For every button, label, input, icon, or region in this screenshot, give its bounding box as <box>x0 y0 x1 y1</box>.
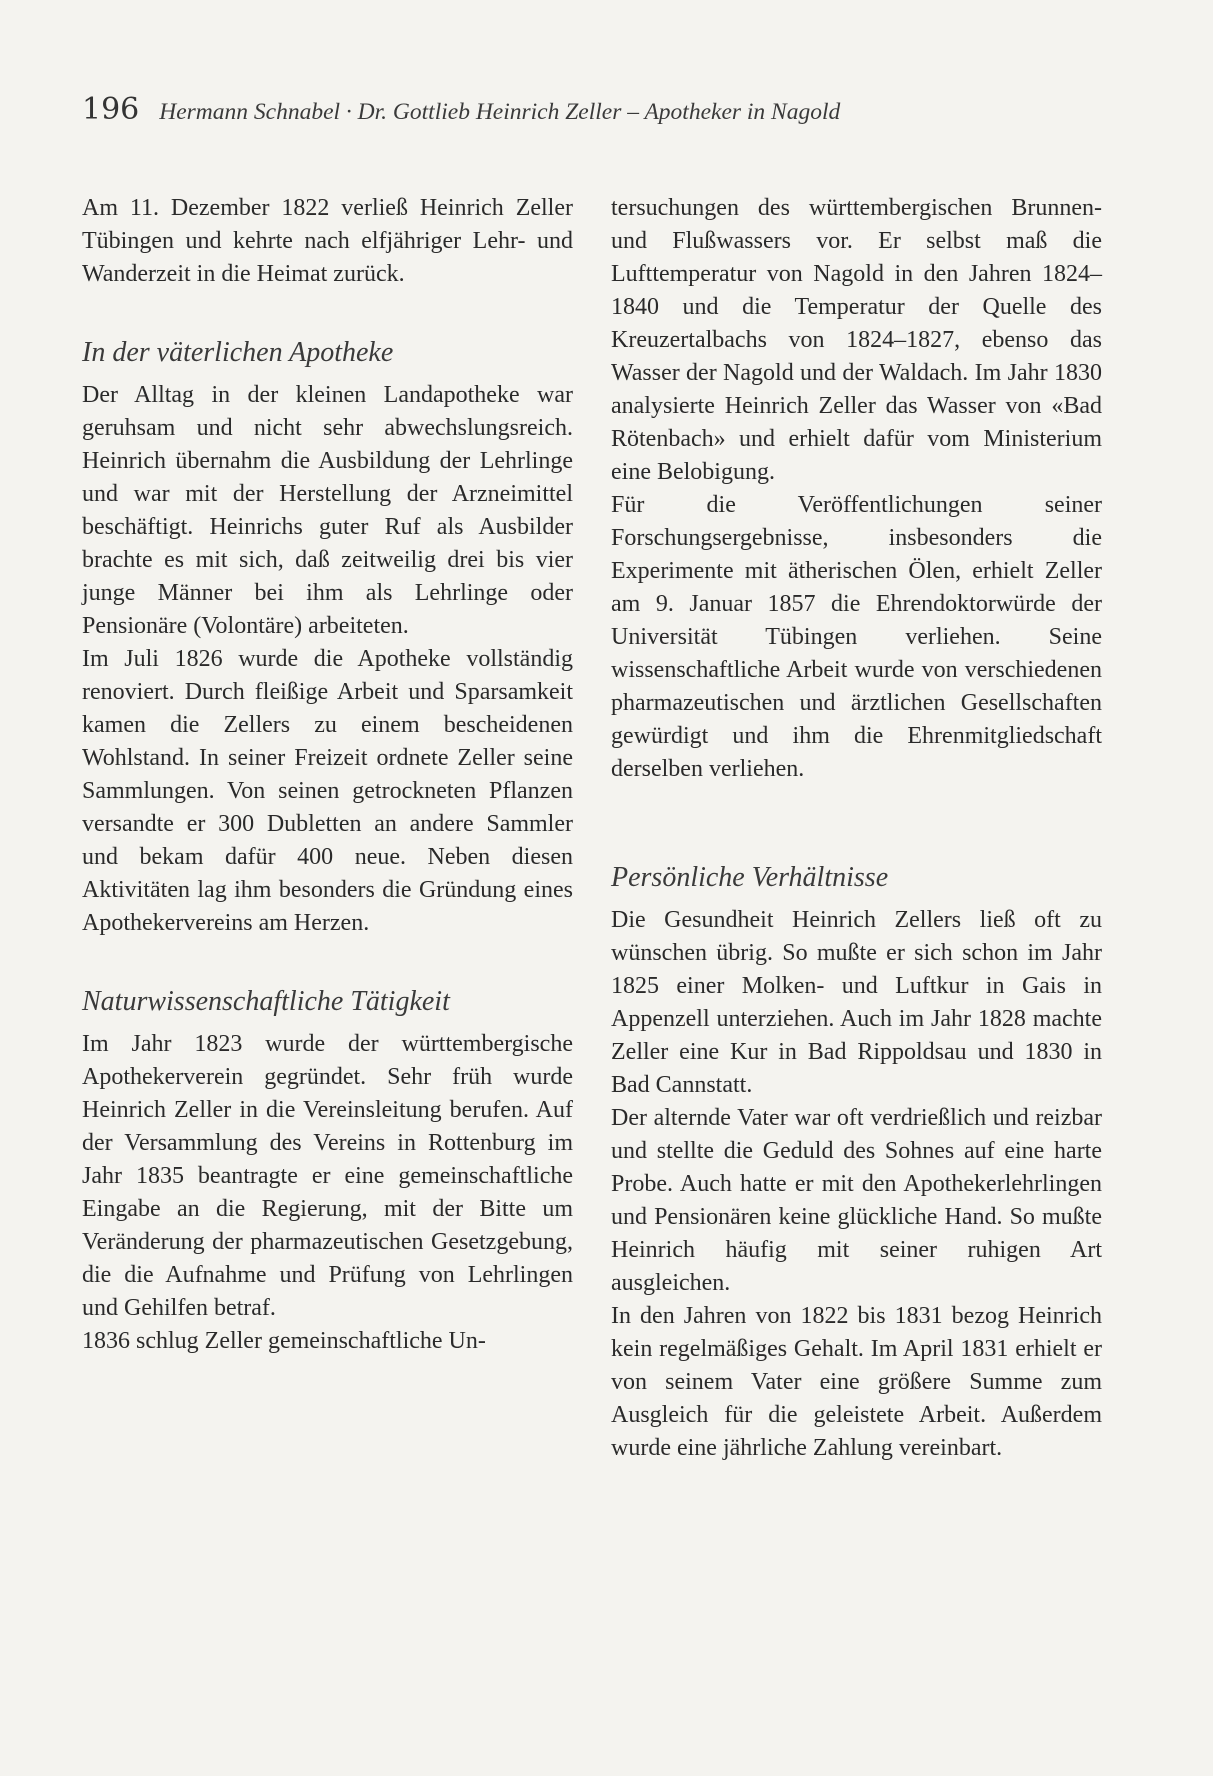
right-column <box>611 192 1102 1465</box>
paragraph: In den Jahren von 1822 bis 1831 bezog Heinrich kein regelmäßiges Gehalt. Im April 1831 erhielt er von seinem Vater eine größere Summe zum Ausgleich für die geleistete Arbeit. Außerdem wurde eine jährliche Zahlung vereinbart. <box>611 1303 1102 1461</box>
paragraph: Im Juli 1826 wurde die Apotheke vollständig renoviert. Durch fleißige Arbeit und Sparsamkeit kamen die Zellers zu einem bescheidenen Wohlstand. In seiner Freizeit ordnete Zeller seine Sammlungen. Von seinen getrockneten Pflanzen versandte er 300 Dubletten an andere Sammler und bekam dafür 400 neue. Neben diesen Aktivitäten lag ihm besonders die Gründung eines Apothekervereins am Herzen. <box>82 646 573 936</box>
paragraph: tersuchungen des württembergischen Brunnen- und Flußwassers vor. Er selbst maß die Lufttemperatur von Nagold in den Jahren 1824–1840 und die Temperatur der Quelle des Kreuzertalbachs von 1824–1827, ebenso das Wasser der Nagold und der Waldach. Im Jahr 1830 analysierte Heinrich Zeller das Wasser von «Bad Rötenbach» und erhielt dafür vom Ministerium eine Belobigung. <box>611 195 1102 485</box>
paragraph: 1836 schlug Zeller gemeinschaftliche Un- <box>82 1328 486 1354</box>
paragraph: Im Jahr 1823 wurde der württembergische Apothekerverein gegründet. Sehr früh wurde Heinrich Zeller in die Vereinsleitung berufen. Auf der Versammlung des Vereins in Rottenburg im Jahr 1835 beantragte er eine gemeinschaftliche Eingabe an die Regierung, mit der Bitte um Veränderung der pharmazeutischen Gesetzgebung, die die Aufnahme und Prüfung von Lehrlingen und Gehilfen betraf. <box>82 1031 573 1321</box>
paragraph: Der Alltag in der kleinen Landapotheke war geruhsam und nicht sehr abwechslungsreich. Heinrich übernahm die Ausbildung der Lehrlinge und war mit der Herstellung der Arzneimittel beschäftigt. Heinrichs guter Ruf als Ausbilder brachte es mit sich, daß zeitweilig drei bis vier junge Männer bei ihm als Lehrlinge oder Pensionäre (Volontäre) arbeiteten. <box>82 382 573 639</box>
paragraph: Für die Veröffentlichungen seiner Forschungsergebnisse, insbesonders die Experimente mit ätherischen Ölen, erhielt Zeller am 9. Januar 1857 die Ehrendoktorwürde der Universität Tübingen verliehen. Seine wissenschaftliche Arbeit wurde von verschiedenen pharmazeutischen und ärztlichen Gesellschaften gewürdigt und ihm die Ehrenmitgliedschaft derselben verliehen. <box>611 492 1102 782</box>
page-number: 196 <box>82 92 140 127</box>
paragraph: Die Gesundheit Heinrich Zellers ließ oft zu wünschen übrig. So mußte er sich schon im Jahr 1825 einer Molken- und Luftkur in Gais in Appenzell unterziehen. Auch im Jahr 1828 machte Zeller eine Kur in Bad Rippoldsau und 1830 in Bad Cannstatt. <box>611 907 1102 1098</box>
left-column <box>82 192 573 1358</box>
running-title: Hermann Schnabel · Dr. Gottlieb Heinrich Zeller – Apotheker in Nagold <box>159 99 841 125</box>
section-heading: Naturwissenschaftliche Tätigkeit <box>82 986 450 1017</box>
paragraph: Der alternde Vater war oft verdrießlich und reizbar und stellte die Geduld des Sohnes auf eine harte Probe. Auch hatte er mit den Apothekerlehrlingen und Pensionären keine glückliche Hand. So mußte Heinrich häufig mit seiner ruhigen Art ausgleichen. <box>611 1105 1102 1296</box>
running-header <box>82 92 1132 127</box>
paragraph: Am 11. Dezember 1822 verließ Heinrich Zeller Tübingen und kehrte nach elfjähriger Lehr- und Wanderzeit in die Heimat zurück. <box>82 195 573 287</box>
section-heading: Persönliche Verhältnisse <box>611 862 889 893</box>
section-heading: In der väterlichen Apotheke <box>82 337 394 368</box>
